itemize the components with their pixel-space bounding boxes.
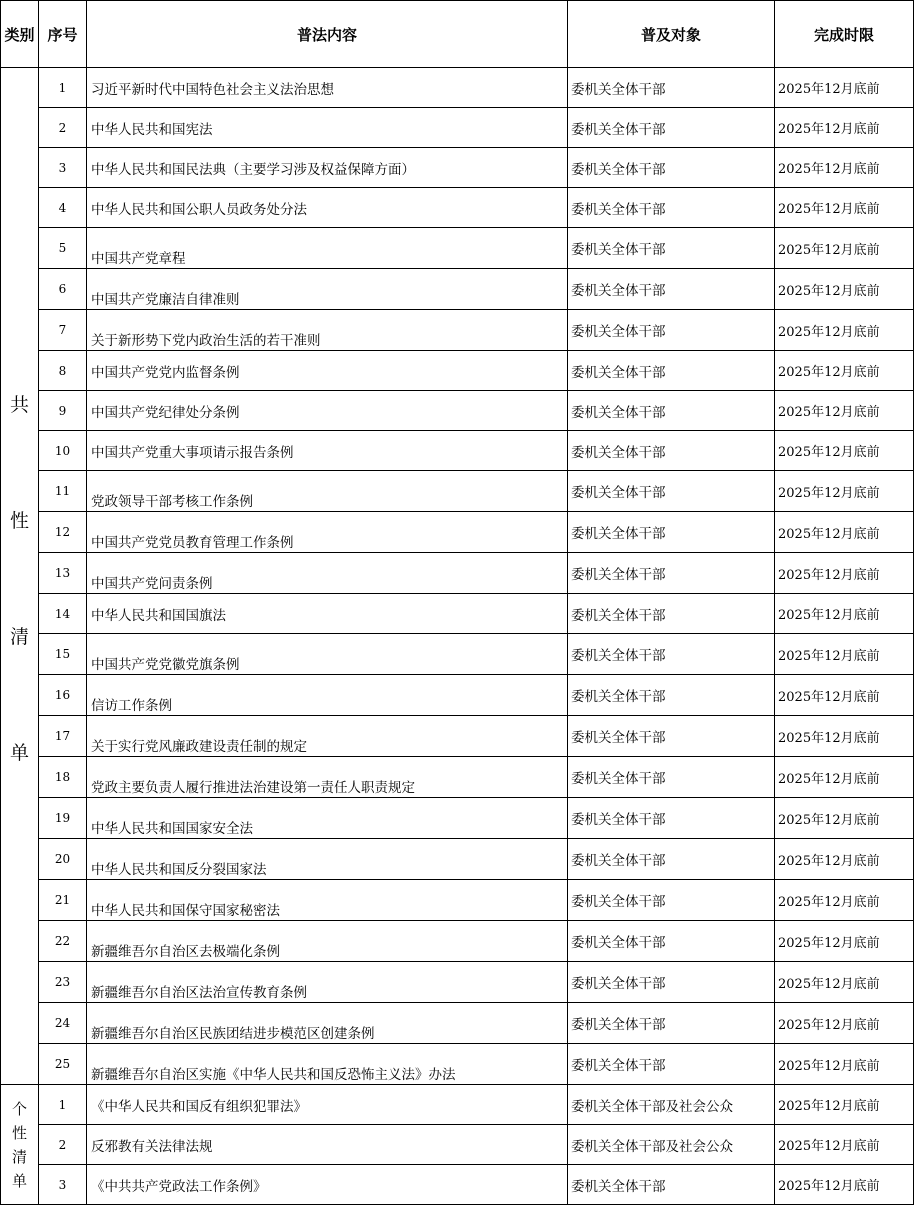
- row-deadline: 2025年12月底前: [775, 634, 914, 675]
- row-deadline: 2025年12月底前: [775, 391, 914, 431]
- table-row: [1, 108, 914, 148]
- table-row: [1, 391, 914, 431]
- category-char: 清: [9, 626, 29, 648]
- row-target: 委机关全体干部及社会公众: [568, 1125, 775, 1165]
- category-char: 性: [11, 1123, 27, 1142]
- table-row: [1, 148, 914, 188]
- row-target: 委机关全体干部: [568, 68, 775, 108]
- category-char: 共: [9, 394, 29, 416]
- row-target: 委机关全体干部: [568, 553, 775, 594]
- row-target: 委机关全体干部: [568, 269, 775, 310]
- table-row: [1, 1125, 914, 1165]
- row-number: 11: [39, 471, 87, 512]
- row-deadline: 2025年12月底前: [775, 1165, 914, 1205]
- row-deadline: 2025年12月底前: [775, 880, 914, 921]
- row-deadline: 2025年12月底前: [775, 512, 914, 553]
- row-target: 委机关全体干部: [568, 716, 775, 757]
- row-deadline: 2025年12月底前: [775, 310, 914, 351]
- table-row: [1, 798, 914, 839]
- row-number: 17: [39, 716, 87, 757]
- row-content: 中华人民共和国宪法: [87, 108, 568, 148]
- row-deadline: 2025年12月底前: [775, 188, 914, 228]
- row-number: 23: [39, 962, 87, 1003]
- row-content: 中华人民共和国国旗法: [87, 594, 568, 634]
- row-target: 委机关全体干部: [568, 148, 775, 188]
- table-row: [1, 471, 914, 512]
- row-number: 6: [39, 269, 87, 310]
- row-deadline: 2025年12月底前: [775, 1044, 914, 1085]
- table-row: [1, 553, 914, 594]
- row-target: 委机关全体干部: [568, 675, 775, 716]
- row-target: 委机关全体干部: [568, 351, 775, 391]
- row-deadline: 2025年12月底前: [775, 471, 914, 512]
- table-row: [1, 1085, 914, 1125]
- row-number: 20: [39, 839, 87, 880]
- row-content: 党政主要负责人履行推进法治建设第一责任人职责规定: [87, 757, 568, 798]
- row-target: 委机关全体干部及社会公众: [568, 1085, 775, 1125]
- table-row: [1, 921, 914, 962]
- category-char: 个: [11, 1099, 27, 1118]
- row-content: 中国共产党重大事项请示报告条例: [87, 431, 568, 471]
- row-number: 4: [39, 188, 87, 228]
- row-deadline: 2025年12月底前: [775, 351, 914, 391]
- row-content: 信访工作条例: [87, 675, 568, 716]
- row-number: 5: [39, 228, 87, 269]
- category-common-list: [1, 68, 39, 1085]
- row-content: 中华人民共和国民法典（主要学习涉及权益保障方面）: [87, 148, 568, 188]
- row-target: 委机关全体干部: [568, 108, 775, 148]
- row-deadline: 2025年12月底前: [775, 921, 914, 962]
- table-row: [1, 675, 914, 716]
- row-deadline: 2025年12月底前: [775, 553, 914, 594]
- table-row: [1, 431, 914, 471]
- row-target: 委机关全体干部: [568, 471, 775, 512]
- row-target: 委机关全体干部: [568, 757, 775, 798]
- table-row: [1, 68, 914, 108]
- row-target: 委机关全体干部: [568, 512, 775, 553]
- table-row: [1, 310, 914, 351]
- table-row: [1, 188, 914, 228]
- header-target: 普及对象: [568, 1, 775, 68]
- row-target: 委机关全体干部: [568, 921, 775, 962]
- table-row: [1, 594, 914, 634]
- row-deadline: 2025年12月底前: [775, 962, 914, 1003]
- row-deadline: 2025年12月底前: [775, 431, 914, 471]
- row-target: 委机关全体干部: [568, 798, 775, 839]
- row-deadline: 2025年12月底前: [775, 148, 914, 188]
- row-content: 《中共共产党政法工作条例》: [87, 1165, 568, 1205]
- table-row: [1, 351, 914, 391]
- row-deadline: 2025年12月底前: [775, 839, 914, 880]
- table-row: [1, 880, 914, 921]
- row-content: 中华人民共和国保守国家秘密法: [87, 880, 568, 921]
- table-row: [1, 269, 914, 310]
- row-content: 中国共产党章程: [87, 228, 568, 269]
- row-target: 委机关全体干部: [568, 1044, 775, 1085]
- row-content: 中华人民共和国国家安全法: [87, 798, 568, 839]
- table-row: [1, 1044, 914, 1085]
- row-target: 委机关全体干部: [568, 228, 775, 269]
- row-target: 委机关全体干部: [568, 594, 775, 634]
- row-deadline: 2025年12月底前: [775, 68, 914, 108]
- row-target: 委机关全体干部: [568, 188, 775, 228]
- row-target: 委机关全体干部: [568, 839, 775, 880]
- row-content: 反邪教有关法律法规: [87, 1125, 568, 1165]
- row-number: 2: [39, 1125, 87, 1165]
- row-number: 19: [39, 798, 87, 839]
- row-number: 25: [39, 1044, 87, 1085]
- category-personal-list: [1, 1085, 39, 1205]
- row-number: 9: [39, 391, 87, 431]
- table-row: [1, 228, 914, 269]
- row-number: 3: [39, 1165, 87, 1205]
- row-target: 委机关全体干部: [568, 391, 775, 431]
- row-content: 中国共产党纪律处分条例: [87, 391, 568, 431]
- row-content: 新疆维吾尔自治区去极端化条例: [87, 921, 568, 962]
- row-deadline: 2025年12月底前: [775, 757, 914, 798]
- row-number: 13: [39, 553, 87, 594]
- row-number: 10: [39, 431, 87, 471]
- table-row: [1, 634, 914, 675]
- category-char: 清: [11, 1147, 27, 1166]
- row-deadline: 2025年12月底前: [775, 675, 914, 716]
- table-row: [1, 962, 914, 1003]
- row-target: 委机关全体干部: [568, 634, 775, 675]
- row-content: 新疆维吾尔自治区法治宣传教育条例: [87, 962, 568, 1003]
- row-deadline: 2025年12月底前: [775, 594, 914, 634]
- row-number: 1: [39, 1085, 87, 1125]
- row-number: 15: [39, 634, 87, 675]
- row-deadline: 2025年12月底前: [775, 269, 914, 310]
- table-row: [1, 512, 914, 553]
- row-content: 中国共产党廉洁自律准则: [87, 269, 568, 310]
- row-deadline: 2025年12月底前: [775, 1125, 914, 1165]
- row-deadline: 2025年12月底前: [775, 228, 914, 269]
- row-deadline: 2025年12月底前: [775, 716, 914, 757]
- row-target: 委机关全体干部: [568, 431, 775, 471]
- row-deadline: 2025年12月底前: [775, 1003, 914, 1044]
- row-content: 关于新形势下党内政治生活的若干准则: [87, 310, 568, 351]
- row-target: 委机关全体干部: [568, 1003, 775, 1044]
- row-number: 12: [39, 512, 87, 553]
- header-deadline: 完成时限: [775, 1, 914, 68]
- row-number: 18: [39, 757, 87, 798]
- table-row: [1, 1165, 914, 1205]
- row-target: 委机关全体干部: [568, 1165, 775, 1205]
- row-content: 中国共产党党内监督条例: [87, 351, 568, 391]
- category-char: 单: [11, 1171, 27, 1190]
- row-content: 中国共产党党员教育管理工作条例: [87, 512, 568, 553]
- category-char: 性: [9, 510, 29, 532]
- row-content: 新疆维吾尔自治区实施《中华人民共和国反恐怖主义法》办法: [87, 1044, 568, 1085]
- row-content: 关于实行党风廉政建设责任制的规定: [87, 716, 568, 757]
- row-target: 委机关全体干部: [568, 310, 775, 351]
- table-row: [1, 1003, 914, 1044]
- row-deadline: 2025年12月底前: [775, 1085, 914, 1125]
- row-deadline: 2025年12月底前: [775, 798, 914, 839]
- row-number: 21: [39, 880, 87, 921]
- row-number: 2: [39, 108, 87, 148]
- row-target: 委机关全体干部: [568, 962, 775, 1003]
- row-number: 24: [39, 1003, 87, 1044]
- header-number: 序号: [39, 1, 87, 68]
- row-content: 《中华人民共和国反有组织犯罪法》: [87, 1085, 568, 1125]
- table-row: [1, 716, 914, 757]
- row-number: 8: [39, 351, 87, 391]
- row-content: 党政领导干部考核工作条例: [87, 471, 568, 512]
- category-char: 单: [9, 742, 29, 764]
- row-number: 16: [39, 675, 87, 716]
- row-number: 14: [39, 594, 87, 634]
- row-number: 3: [39, 148, 87, 188]
- header-content: 普法内容: [87, 1, 568, 68]
- table-row: [1, 757, 914, 798]
- row-content: 中国共产党问责条例: [87, 553, 568, 594]
- header-row: [1, 1, 914, 68]
- row-number: 7: [39, 310, 87, 351]
- table-row: [1, 839, 914, 880]
- row-content: 中国共产党党徽党旗条例: [87, 634, 568, 675]
- row-content: 习近平新时代中国特色社会主义法治思想: [87, 68, 568, 108]
- row-content: 新疆维吾尔自治区民族团结进步模范区创建条例: [87, 1003, 568, 1044]
- row-deadline: 2025年12月底前: [775, 108, 914, 148]
- row-content: 中华人民共和国反分裂国家法: [87, 839, 568, 880]
- header-category: 类别: [1, 1, 39, 68]
- row-content: 中华人民共和国公职人员政务处分法: [87, 188, 568, 228]
- row-target: 委机关全体干部: [568, 880, 775, 921]
- table-body: [1, 68, 914, 1205]
- row-number: 1: [39, 68, 87, 108]
- row-number: 22: [39, 921, 87, 962]
